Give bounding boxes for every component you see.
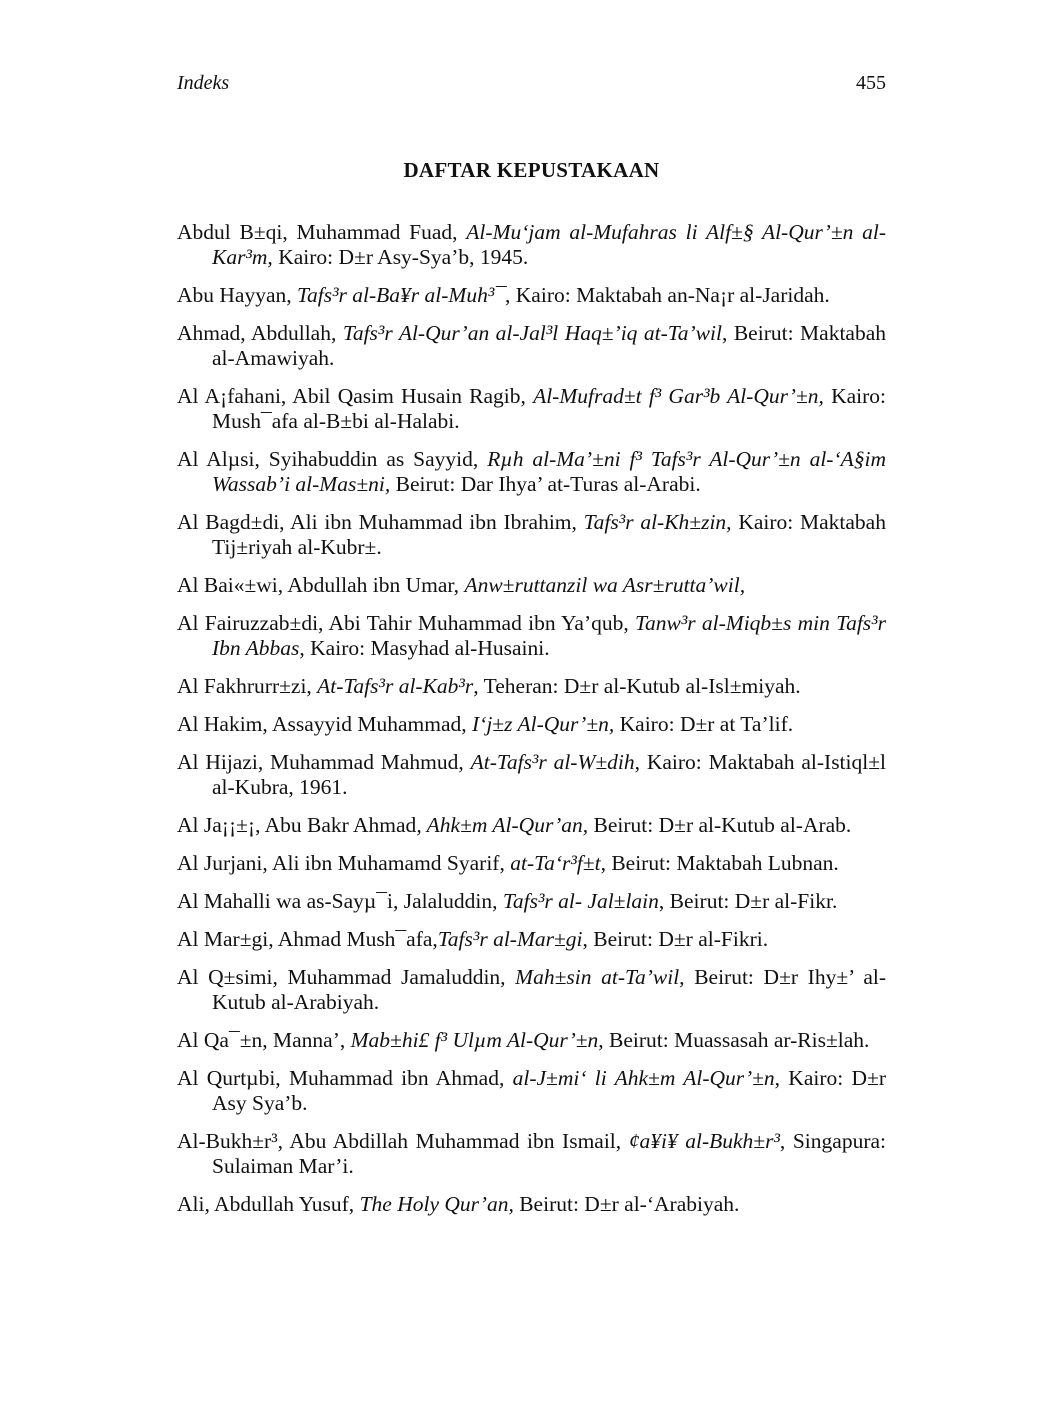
entry-work-title: Mab±hi£ f³ Ulµm Al-Qur’±n xyxy=(350,1028,599,1052)
entry-author: Al Bagd±di, Ali ibn Muhammad ibn Ibrahim, xyxy=(177,510,584,534)
entry-author: Al A¡fahani, Abil Qasim Husain Ragib, xyxy=(177,384,534,408)
entry-publication: Kairo: D±r at Ta’lif. xyxy=(614,712,794,736)
entry-publication: Kairo: Maktabah Tij±riyah al-Kubr±. xyxy=(212,510,886,559)
bibliography-entry xyxy=(177,384,886,434)
entry-work-title: Anw±ruttanzil wa Asr±rutta’wil, xyxy=(464,573,746,597)
entry-author: Al Hakim, Assayyid Muhammad, xyxy=(177,712,473,736)
entry-publication: , Beirut: Muassasah ar-Ris±lah. xyxy=(598,1028,870,1052)
entry-work-title: Tafs³r al-Ba¥r al-Muh³¯ xyxy=(297,283,506,307)
bibliography-entry xyxy=(177,220,886,270)
entry-work-title: ¢a¥i¥ al-Bukh±r³ xyxy=(628,1129,780,1153)
bibliography-entry xyxy=(177,712,886,737)
bibliography-entry xyxy=(177,447,886,497)
entry-work-title: Tafs³r Al-Qur’an al-Jal³l Haq±’iq at-Ta’wil xyxy=(342,321,722,345)
entry-publication: Beirut: D±r al-‘Arabiyah. xyxy=(513,1192,740,1216)
entry-publication: Beirut: Dar Ihya’ at-Turas al-Arabi. xyxy=(390,472,701,496)
entry-author: Al Fakhrurr±zi, xyxy=(177,674,318,698)
entry-publication: Beirut: D±r Ihy±’ al-Kutub al-Arabiyah. xyxy=(212,965,886,1014)
entry-publication: , Beirut: D±r al-Fikr. xyxy=(658,889,838,913)
entry-work-title: Al-Mufrad±t f³ Gar³b Al-Qur’±n, xyxy=(533,384,824,408)
entry-author: Al-Bukh±r³, Abu Abdillah Muhammad ibn Ismail, xyxy=(177,1129,629,1153)
bibliography-entry xyxy=(177,283,886,308)
entry-publication: , Kairo: Maktabah al-Istiql±l al-Kubra, 1961. xyxy=(212,750,887,799)
entry-publication: , Kairo: D±r Asy Sya’b. xyxy=(212,1066,886,1115)
entry-work-title: The Holy Qur’an, xyxy=(359,1192,514,1216)
bibliography-entry xyxy=(177,573,886,598)
entry-publication: , Kairo: Masyhad al-Husaini. xyxy=(299,636,550,660)
entry-author: Al Mar±gi, Ahmad Mush¯afa, xyxy=(177,927,438,951)
running-header xyxy=(177,72,886,95)
entry-publication: Kairo: D±r Asy-Sya’b, 1945. xyxy=(272,245,529,269)
entry-publication: , Beirut: Maktabah al-Amawiyah. xyxy=(212,321,887,370)
entry-author: Al Jurjani, Ali ibn Muhamamd Syarif, xyxy=(177,851,511,875)
bibliography-entry xyxy=(177,1028,886,1053)
entry-author: Al Bai«±wi, Abdullah ibn Umar, xyxy=(177,573,465,597)
entry-work-title: I‘j±z Al-Qur’±n, xyxy=(472,712,615,736)
entry-publication: Beirut: D±r al-Kutub al-Arab. xyxy=(588,813,852,837)
entry-publication: , Kairo: Maktabah an-Na¡r al-Jaridah. xyxy=(505,283,830,307)
entry-work-title: Al-Mu‘jam al-Mufahras li Alf±§ Al-Qur’±n al-Kar³m, xyxy=(212,220,887,269)
entry-work-title: , Mah±sin at-Ta’wil, xyxy=(500,965,685,989)
bibliography-entry xyxy=(177,1066,886,1116)
bibliography-entry xyxy=(177,851,886,876)
page-title: DAFTAR KEPUSTAKAAN xyxy=(403,158,660,182)
bibliography-entry xyxy=(177,611,886,661)
entry-work-title: At-Tafs³r al-W±dih xyxy=(470,750,635,774)
entry-work-title: At-Tafs³r al-Kab³r xyxy=(317,674,474,698)
entry-author: Al Mahalli wa as-Sayµ¯i, Jalaluddin, xyxy=(177,889,503,913)
page-number: 455 xyxy=(856,72,886,94)
entry-author: Al Ja¡¡±¡, Abu Bakr Ahmad xyxy=(177,813,417,837)
entry-work-title: Tafs³r al-Mar±gi xyxy=(437,927,583,951)
bibliography-entry xyxy=(177,965,886,1015)
entry-author: Al Qurtµbi, Muhammad ibn Ahmad xyxy=(177,1066,499,1090)
entry-work-title: , al-J±mi‘ li Ahk±m Al-Qur’±n xyxy=(498,1066,775,1090)
entry-author: Al Fairuzzab±di, Abi Tahir Muhammad ibn Ya’qub, xyxy=(177,611,635,635)
bibliography-entry xyxy=(177,1129,886,1179)
bibliography-entry xyxy=(177,321,886,371)
entry-work-title: Rµh al-Ma’±ni f³ Tafs³r Al-Qur’±n al-‘A§im Wassab’i al-Mas±ni, xyxy=(212,447,886,496)
entry-author: Al Alµsi, Syihabuddin as Sayyid, xyxy=(177,447,488,471)
entry-publication: Kairo: Mush¯afa al-B±bi al-Halabi. xyxy=(212,384,886,433)
entry-work-title: Tanw³r al-Miqb±s min Tafs³r Ibn Abbas xyxy=(212,611,886,660)
entry-work-title: Tafs³r al- Jal±lain xyxy=(502,889,659,913)
entry-publication: , Beirut: D±r al-Fikri. xyxy=(582,927,769,951)
bibliography-list xyxy=(177,220,886,1230)
entry-author: Abdul B±qi, Muhammad Fuad, xyxy=(177,220,467,244)
entry-author: Al Qa¯±n, Manna’, xyxy=(177,1028,351,1052)
entry-publication: , Singapura: Sulaiman Mar’i. xyxy=(212,1129,886,1178)
entry-publication: , Teheran: D±r al-Kutub al-Isl±miyah. xyxy=(473,674,801,698)
running-header-section: Indeks xyxy=(177,72,230,94)
entry-author: Abu Hayyan, xyxy=(177,283,298,307)
bibliography-entry xyxy=(177,813,886,838)
bibliography-entry xyxy=(177,510,886,560)
entry-work-title: , Ahk±m Al-Qur’an, xyxy=(416,813,589,837)
entry-work-title: Tafs³r al-Kh±zin, xyxy=(583,510,732,534)
entry-publication: , Beirut: Maktabah Lubnan. xyxy=(600,851,839,875)
entry-author: Al Hijazi, Muhammad Mahmud, xyxy=(177,750,471,774)
bibliography-entry xyxy=(177,674,886,699)
entry-author: Ahmad, Abdullah, xyxy=(177,321,343,345)
bibliography-entry xyxy=(177,750,886,800)
bibliography-entry xyxy=(177,927,886,952)
entry-author: Al Q±simi, Muhammad Jamaluddin xyxy=(177,965,501,989)
entry-work-title: at-Ta‘r³f±t xyxy=(510,851,601,875)
bibliography-entry xyxy=(177,889,886,914)
entry-author: Ali, Abdullah Yusuf, xyxy=(177,1192,360,1216)
bibliography-entry xyxy=(177,1192,886,1217)
